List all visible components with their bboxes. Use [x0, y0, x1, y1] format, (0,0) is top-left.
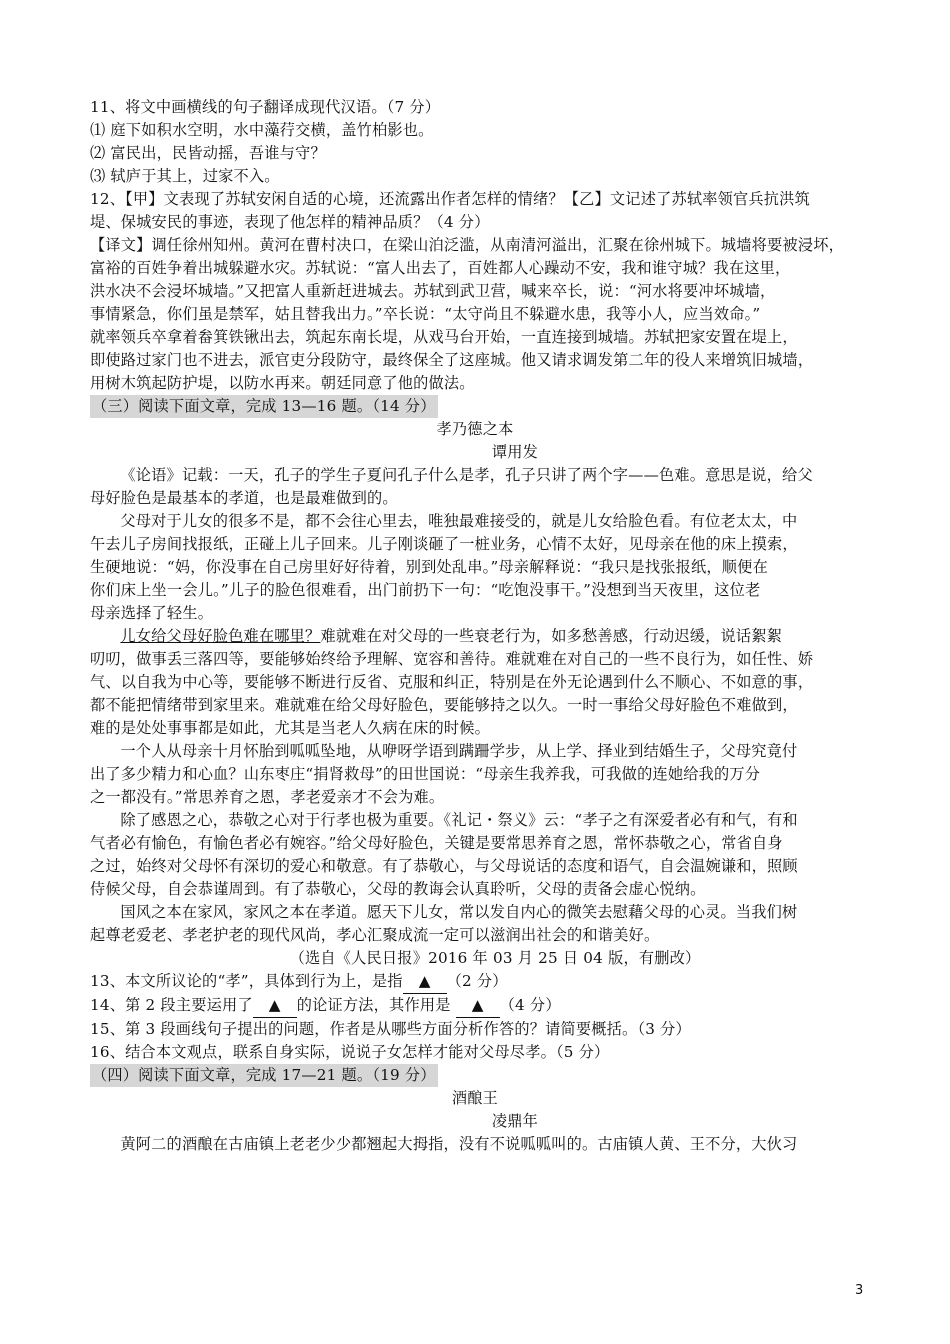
para3-line: 都不能把情绪带到家里来。难就难在给父母好脸色，要能够持之以久。一时一事给父母好脸色不难做到，	[90, 696, 798, 714]
section3-header-row	[90, 395, 860, 418]
para3-line: 气、以自我为中心等，要能够不断进行反省、克服和纠正，特别是在外无论遇到什么不顺心、不如意的事，	[90, 673, 814, 691]
para6-first: 国风之本在家风，家风之本在孝道。愿天下儿女，常以发自内心的微笑去慰藉父母的心灵。当我们树	[120, 903, 798, 921]
translation-line: 洪水决不会浸坏城墙。”又把富人重新赶进城去。苏轼到武卫营，喊来卒长，说：“河水将要冲坏城墙，	[90, 282, 776, 300]
section4-header-row	[90, 1064, 860, 1087]
article-source: （选自《人民日报》2016 年 03 月 25 日 04 版，有删改）	[289, 949, 701, 967]
q11-item-2: ⑵ 富民出，民皆动摇，吾谁与守？	[90, 144, 326, 162]
para1-line: 母好脸色是最基本的孝道，也是最难做到的。	[90, 489, 398, 507]
para2-line: 你们床上坐一会儿。”儿子的脸色很难看，出门前扔下一句：“吃饱没事干。”没想到当天夜里，这位老	[90, 581, 761, 599]
section4-title: 酒酿王	[451, 1089, 499, 1107]
para5-first: 除了感恩之心，恭敬之心对于行孝也极为重要。《礼记・祭义》云：“孝子之有深爱者必有和气，有和	[120, 811, 798, 829]
q13-points: （2 分）	[446, 972, 508, 990]
q11-item-1: ⑴ 庭下如积水空明，水中藻荇交横，盖竹柏影也。	[90, 121, 434, 139]
para3-first	[90, 625, 860, 648]
section4-header: （四）阅读下面文章，完成 17—21 题。（19 分）	[90, 1064, 438, 1087]
section3-title: 孝乃德之本	[436, 420, 514, 438]
q13-text: 13、本文所议论的“孝”，具体到行为上，是指	[90, 972, 403, 990]
para3-line: 难的是处处事事都是如此，尤其是当老人久病在床的时候。	[90, 719, 491, 737]
section4-author: 凌鼎年	[491, 1112, 539, 1130]
translation-line: 用树木筑起防护堤，以防水再来。朝廷同意了他的做法。	[90, 374, 475, 392]
q14-answer-blank-1[interactable]: ▲	[253, 994, 297, 1018]
q15: 15、第 3 段画线句子提出的问题，作者是从哪些方面分析作答的？请简要概括。（3 分）	[90, 1020, 691, 1038]
q11-stem: 11、将文中画横线的句子翻译成现代汉语。（7 分）	[90, 98, 441, 116]
para5-line: 侍候父母，自会恭谨周到。有了恭敬心，父母的教诲会认真聆听，父母的责备会虚心悦纳。	[90, 880, 706, 898]
translation-line: 【译文】调任徐州知州。黄河在曹村决口，在梁山泊泛滥，从南清河溢出，汇聚在徐州城下。城墙将要被浸坏，	[90, 236, 844, 254]
para1-first: 《论语》记载：一天，孔子的学生子夏问孔子什么是孝，孔子只讲了两个字——色难。意思是说，给父	[120, 466, 813, 484]
section3-author: 谭用发	[491, 443, 539, 461]
para2-line: 母亲选择了轻生。	[90, 604, 214, 622]
q12-line-2: 堤、保城安民的事迹，表现了他怎样的精神品质？（4 分）	[90, 213, 490, 231]
para6-line: 起尊老爱老、孝老护老的现代风尚，孝心汇聚成流一定可以滋润出社会的和谐美好。	[90, 926, 660, 944]
translation-line: 即使路过家门也不进去，派官吏分段防守，最终保全了这座城。他又请求调发第二年的役人来增筑旧城墙，	[90, 351, 814, 369]
translation-line: 富裕的百姓争着出城躲避水灾。苏轼说：“富人出去了，百姓都人心躁动不安，我和谁守城？我在这里，	[90, 259, 791, 277]
q14	[90, 994, 860, 1018]
para4-line: 出了多少精力和心血？山东枣庄“捐肾救母”的田世国说：“母亲生我养我，可我做的连她给我的万分	[90, 765, 761, 783]
translation-line: 就率领兵卒拿着畚箕铁锹出去，筑起东南长堤，从戏马台开始，一直连接到城墙。苏轼把家安置在堤上，	[90, 328, 798, 346]
page-content	[90, 96, 860, 1156]
para4-first: 一个人从母亲十月怀胎到呱呱坠地，从咿呀学语到蹒跚学步，从上学、择业到结婚生子，父母究竟付	[120, 742, 798, 760]
q14-points: （4 分）	[499, 996, 561, 1014]
q14-answer-blank-2[interactable]: ▲	[456, 994, 500, 1018]
q14-text: 14、第 2 段主要运用了	[90, 996, 253, 1014]
para5-line: 气者必有愉色，有愉色者必有婉容。”给父母好脸色，关键是要常思养育之恩，常怀恭敬之心，常省自身	[90, 834, 783, 852]
q16: 16、结合本文观点，联系自身实际，说说子女怎样才能对父母尽孝。（5 分）	[90, 1043, 610, 1061]
para3-first-text: 难就难在对父母的一些衰老行为，如多愁善感，行动迟缓，说话絮絮	[320, 627, 783, 645]
page-number: 3	[855, 1283, 864, 1298]
section4-first-line: 黄阿二的酒酿在古庙镇上老老少少都翘起大拇指，没有不说呱呱叫的。古庙镇人黄、王不分，大伙习	[120, 1135, 798, 1153]
q13-answer-blank[interactable]: ▲	[403, 970, 447, 994]
para2-line: 午去儿子房间找报纸，正碰上儿子回来。儿子刚谈砸了一桩业务，心情不太好，见母亲在他的床上摸索，	[90, 535, 798, 553]
underlined-question: 儿女给父母好脸色难在哪里？	[120, 627, 321, 645]
q11-item-3: ⑶ 轼庐于其上，过家不入。	[90, 167, 280, 185]
para4-line: 之一都没有。”常思养育之恩，孝老爱亲才不会为难。	[90, 788, 445, 806]
q12-line-1: 12、【甲】文表现了苏轼安闲自适的心境，还流露出作者怎样的情绪？【乙】文记述了苏轼率领官兵抗洪筑	[90, 190, 810, 208]
section3-header: （三）阅读下面文章，完成 13—16 题。（14 分）	[90, 395, 438, 418]
para2-first: 父母对于儿女的很多不是，都不会往心里去，唯独最难接受的，就是儿女给脸色看。有位老太太，中	[120, 512, 798, 530]
para3-line: 叨叨，做事丢三落四等，要能够始终给予理解、宽容和善待。难就难在对自己的一些不良行为，如任性、娇	[90, 650, 814, 668]
para5-line: 之过，始终对父母怀有深切的爱心和敬意。有了恭敬心，与父母说话的态度和语气，自会温婉谦和，照顾	[90, 857, 798, 875]
translation-line: 事情紧急，你们虽是禁军，姑且替我出力。”卒长说：“太守尚且不躲避水患，我等小人，应当效命。”	[90, 305, 761, 323]
para2-line: 生硬地说：“妈，你没事在自己房里好好待着，别到处乱串。”母亲解释说：“我只是找张报纸，顺便在	[90, 558, 768, 576]
q13	[90, 970, 860, 994]
q14-text-mid: 的论证方法，其作用是	[296, 996, 456, 1014]
